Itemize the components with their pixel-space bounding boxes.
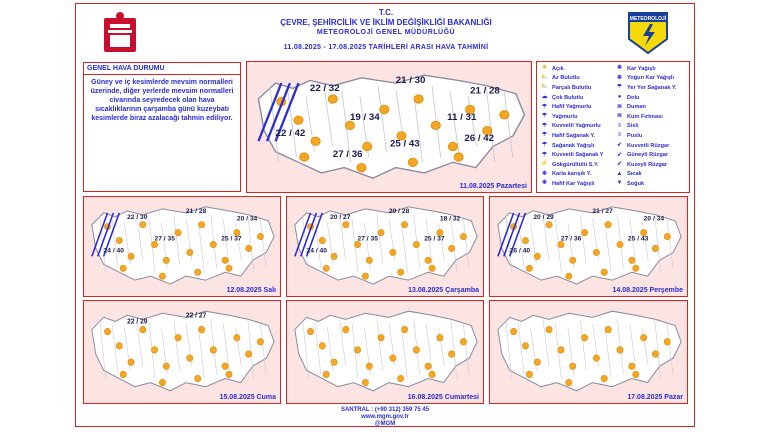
sun-icon <box>425 257 431 263</box>
sun-icon <box>378 334 384 341</box>
legend-label: Karla karışık Y. <box>552 171 592 178</box>
legend-symbol-icon: ☂ <box>541 103 548 110</box>
temperature-label: 21 / 28 <box>185 207 207 215</box>
sun-icon <box>323 265 329 271</box>
sun-icon <box>401 222 407 228</box>
sun-icon <box>366 363 372 370</box>
legend-item <box>615 150 677 160</box>
sun-icon <box>652 351 658 358</box>
sun-icon <box>116 237 122 243</box>
sun-icon <box>617 347 623 354</box>
legend-symbol-icon: ≡ <box>617 132 622 139</box>
header-directorate: METEOROLOJİ GENEL MÜDÜRLÜĞÜ <box>316 29 456 36</box>
sun-icon <box>570 363 576 370</box>
map-outline <box>295 311 477 391</box>
sun-icon <box>366 257 372 263</box>
temperature-label: 20 / 34 <box>643 215 665 223</box>
sun-icon <box>605 222 611 228</box>
legend-label: Hafif Yağmurlu <box>552 104 592 111</box>
legend-symbol-icon: ▼ <box>616 180 623 187</box>
sun-icon <box>429 371 435 378</box>
sun-icon <box>593 249 599 255</box>
sun-icon <box>187 355 193 362</box>
header <box>76 4 694 59</box>
general-weather-text: Güney ve iç kesimlerde mevsim normalleri üzerinde, diğer yerlerde mevsim normalleri civarında seyredecek olan hava sıcaklıklarının çarşamba günü kuzeybatı kesimlerde biraz azalacağı tahmin ediliyor. <box>90 79 234 122</box>
legend-item <box>540 93 604 103</box>
sun-icon <box>198 326 204 333</box>
legend-symbol-icon: ≋ <box>616 103 623 110</box>
sun-icon <box>210 347 216 354</box>
turkey-map <box>84 197 280 296</box>
sun-icon <box>522 343 528 350</box>
legend-label: Sağanak Yağışlı <box>552 142 595 149</box>
legend-symbol-icon: ➶ <box>616 151 623 158</box>
sun-icon <box>104 328 110 335</box>
sun-icon <box>362 379 368 386</box>
temperature-label: 25 / 43 <box>627 235 649 243</box>
legend-symbol-icon: ☂ <box>541 132 548 139</box>
sun-icon <box>566 379 572 386</box>
sun-icon <box>323 371 329 378</box>
sun-icon <box>390 249 396 255</box>
sun-icon <box>328 95 337 103</box>
legend-item <box>615 131 677 141</box>
sun-icon <box>570 257 576 263</box>
sun-icon <box>187 249 193 255</box>
footer <box>76 407 694 428</box>
legend-label: Puslu <box>627 132 643 139</box>
legend-symbol-icon: ❄ <box>616 74 623 81</box>
sun-icon <box>566 273 572 279</box>
legend-item <box>540 160 604 170</box>
main-forecast-map <box>246 61 532 193</box>
legend-symbol-icon: ❄ <box>541 180 548 187</box>
sun-icon <box>354 347 360 354</box>
sun-icon <box>581 334 587 341</box>
sun-icon <box>195 375 201 382</box>
legend-item <box>540 74 604 84</box>
legend-symbol-icon: ❄ <box>616 65 623 72</box>
legend-left-column <box>540 64 604 189</box>
map-outline <box>498 311 681 391</box>
sun-icon <box>128 253 134 259</box>
day-map-5 <box>286 300 484 404</box>
legend-item <box>540 83 604 93</box>
header-title-block <box>196 8 576 53</box>
temperature-label: 24 / 40 <box>103 247 124 255</box>
sun-icon <box>581 229 587 235</box>
legend-symbol-icon: ➶ <box>616 161 623 168</box>
temperature-label: 22 / 29 <box>127 318 148 326</box>
temperature-label: 19 / 34 <box>349 112 380 122</box>
temperature-label: 26 / 42 <box>464 133 495 144</box>
sun-icon <box>222 257 228 263</box>
turkey-map <box>84 301 280 403</box>
header-line-1: T.C. <box>378 8 394 17</box>
sun-icon <box>198 222 204 228</box>
sun-icon <box>319 343 325 350</box>
legend-item <box>615 74 677 84</box>
temperature-label: 27 / 36 <box>560 235 582 243</box>
legend-label: Kuvvetli Yağmurlu <box>552 123 601 130</box>
legend-symbol-icon: ☁ <box>541 94 548 101</box>
temperature-label: 26 / 40 <box>509 247 531 255</box>
forecast-sheet <box>75 3 695 427</box>
legend-label: Yer Yer Sağanak Y. <box>627 84 677 91</box>
temperature-label: 18 / 32 <box>439 215 461 223</box>
sun-icon <box>408 158 417 166</box>
sun-icon <box>345 121 354 129</box>
legend-label: Az Bulutlu <box>552 75 580 82</box>
sun-icon <box>414 95 423 103</box>
legend-label: Duman <box>627 104 646 111</box>
sun-icon <box>448 142 457 150</box>
legend-item <box>540 150 604 160</box>
temperature-label: 27 / 35 <box>357 235 378 243</box>
temperature-label: 11 / 31 <box>447 112 477 122</box>
day-map-date-label: 12.08.2025 Salı <box>226 287 276 294</box>
sun-icon <box>331 253 337 259</box>
legend-symbol-icon: ≡ <box>617 122 622 129</box>
sun-icon <box>398 269 404 275</box>
sun-icon <box>390 355 396 362</box>
legend-symbol-icon: ⛅ <box>540 84 549 91</box>
legend-symbol-icon: ☂ <box>541 122 548 129</box>
sun-icon <box>234 334 240 341</box>
sun-icon <box>343 222 349 228</box>
legend-label: Gökgürültülü S.Y. <box>552 161 599 168</box>
legend-symbol-icon: ● <box>617 94 622 101</box>
legend-symbol-icon: ≋ <box>616 113 623 120</box>
legend-item <box>615 102 677 112</box>
sun-icon <box>151 347 157 354</box>
sun-icon <box>546 326 552 333</box>
legend-item <box>540 64 604 74</box>
temperature-label: 22 / 30 <box>127 213 148 221</box>
legend-label: Hafif Kar Yağışlı <box>552 180 595 187</box>
sun-icon <box>437 334 443 341</box>
temperature-label: 21 / 27 <box>592 207 613 215</box>
sun-icon <box>593 355 599 362</box>
sun-icon <box>460 233 466 239</box>
day-map-6 <box>489 300 688 404</box>
sun-icon <box>429 265 435 271</box>
legend-label: Sisli <box>627 123 639 130</box>
legend-label: Kuvvetli Sağanak Y <box>552 152 604 159</box>
day-map-2 <box>286 196 484 297</box>
temperature-label: 25 / 43 <box>390 138 420 149</box>
day-map-date-label: 17.08.2025 Pazar <box>627 394 683 401</box>
sun-icon <box>413 241 419 247</box>
sun-icon <box>319 237 325 243</box>
legend-label: Çok Bulutlu <box>552 94 584 101</box>
temperature-label: 27 / 36 <box>332 149 363 159</box>
sun-icon <box>362 273 368 279</box>
sun-icon <box>633 265 639 271</box>
sun-icon <box>629 363 635 370</box>
legend-label: Kar Yağışlı <box>627 65 656 72</box>
day-map-date-label: 14.08.2025 Perşembe <box>612 287 683 294</box>
sun-icon <box>343 326 349 333</box>
sun-icon <box>257 233 263 239</box>
legend-label: Sıcak <box>627 171 642 178</box>
sun-icon <box>601 269 607 275</box>
ministry-emblem-icon <box>102 10 138 54</box>
legend-label: Güneyli Rüzgar <box>627 152 669 159</box>
sun-icon <box>357 163 366 171</box>
sun-icon <box>664 339 670 346</box>
legend-item <box>540 170 604 180</box>
legend-item <box>615 160 677 170</box>
legend-item <box>615 122 677 132</box>
day-map-4 <box>83 300 281 404</box>
legend-symbol-icon: ⛅ <box>540 74 549 81</box>
legend-symbol-icon: ☂ <box>541 113 548 120</box>
temperature-label: 25 / 37 <box>424 235 445 243</box>
sun-icon <box>641 334 647 341</box>
footer-website[interactable]: www.mgm.gov.tr <box>361 414 409 420</box>
sun-icon <box>294 116 303 124</box>
sun-icon <box>534 253 540 259</box>
legend-label: Hafif Sağanak Y. <box>552 132 596 139</box>
legend-label: Soğuk <box>627 180 645 187</box>
sun-icon <box>378 229 384 235</box>
legend-label: Dolu <box>627 94 640 101</box>
turkey-map <box>287 197 483 296</box>
sun-icon <box>128 359 134 366</box>
legend-label: Parçalı Bulutlu <box>552 84 592 91</box>
header-date-range: 11.08.2025 - 17.08.2025 TARİHLERİ ARASI HAVA TAHMİNİ <box>283 44 489 51</box>
temperature-label: 22 / 42 <box>275 128 306 138</box>
sun-icon <box>460 339 466 346</box>
sun-icon <box>175 229 181 235</box>
sun-icon <box>331 359 337 366</box>
main-map-date-label: 11.08.2025 Pazartesi <box>459 183 527 190</box>
sun-icon <box>140 222 146 228</box>
day-map-date-label: 13.08.2025 Çarşamba <box>408 287 479 294</box>
legend-right-column <box>615 64 677 189</box>
sun-icon <box>140 326 146 333</box>
legend-item <box>540 179 604 189</box>
temperature-label: 20 / 29 <box>533 213 554 221</box>
sun-icon <box>363 142 372 150</box>
footer-phone: SANTRAL : (+90 312) 359 75 45 <box>340 407 430 413</box>
sun-icon <box>431 121 440 129</box>
sun-icon <box>246 245 252 251</box>
legend-symbol-icon: ⚡ <box>540 161 549 168</box>
legend-symbol-icon: ☂ <box>541 142 548 149</box>
sun-icon <box>526 265 532 271</box>
sun-icon <box>522 237 528 243</box>
temperature-label: 20 / 27 <box>330 213 351 221</box>
sun-icon <box>617 241 623 247</box>
sun-icon <box>398 375 404 382</box>
sun-icon <box>401 326 407 333</box>
sun-icon <box>633 371 639 378</box>
legend-symbol-icon: ☂ <box>541 151 548 158</box>
sun-icon <box>380 105 389 113</box>
sun-icon <box>300 153 309 161</box>
legend-label: Yağmurlu <box>552 113 578 120</box>
temperature-label: 22 / 32 <box>309 83 340 93</box>
turkey-map <box>490 301 687 403</box>
header-ministry: ÇEVRE, ŞEHİRCİLİK VE İKLİM DEĞİŞİKLİĞİ BAKANLIĞI <box>280 18 492 27</box>
sun-icon <box>449 245 455 251</box>
sun-icon <box>500 111 509 119</box>
legend-label: Açık <box>552 65 564 72</box>
temperature-label: 20 / 28 <box>388 207 410 215</box>
legend-item <box>615 141 677 151</box>
turkey-map <box>247 62 532 193</box>
sun-icon <box>120 371 126 378</box>
footer-handle[interactable]: @MGM <box>374 421 396 427</box>
legend-item <box>615 93 677 103</box>
logo-text: METEOROLOJİ <box>629 16 667 22</box>
legend-symbol-icon: ▲ <box>616 170 623 177</box>
sun-icon <box>175 334 181 341</box>
temperature-label: 27 / 35 <box>154 235 175 243</box>
temperature-label: 24 / 40 <box>306 247 327 255</box>
sun-icon <box>413 347 419 354</box>
sun-icon <box>534 359 540 366</box>
legend-item <box>615 179 677 189</box>
legend-label: Kuvvetli Rüzgar <box>627 142 670 149</box>
legend-label: Yoğun Kar Yağışlı <box>627 75 675 82</box>
sun-icon <box>116 343 122 350</box>
temperature-label: 21 / 30 <box>395 75 426 86</box>
sun-icon <box>246 351 252 358</box>
legend-symbol-icon: ☂ <box>616 84 623 91</box>
legend <box>536 61 690 193</box>
sun-icon <box>449 351 455 358</box>
general-weather-title: GENEL HAVA DURUMU <box>84 63 240 75</box>
turkey-map <box>287 301 483 403</box>
legend-symbol-icon: ❄ <box>541 170 548 177</box>
day-map-1 <box>83 196 281 297</box>
sun-icon <box>163 257 169 263</box>
sun-icon <box>526 371 532 378</box>
sun-icon <box>226 265 232 271</box>
legend-item <box>615 112 677 122</box>
sun-icon <box>546 222 552 228</box>
sun-icon <box>210 241 216 247</box>
legend-item <box>540 112 604 122</box>
general-weather-box <box>83 62 241 192</box>
legend-symbol-icon: ☀ <box>541 65 548 72</box>
temperature-label: 21 / 28 <box>470 86 500 96</box>
map-outline <box>92 311 274 391</box>
legend-item <box>540 131 604 141</box>
legend-label: Kum Fırtınası <box>627 113 663 120</box>
mgm-logo-icon <box>626 9 670 55</box>
sun-icon <box>120 265 126 271</box>
temperature-label: 20 / 34 <box>236 215 258 223</box>
sun-icon <box>159 379 165 386</box>
legend-item <box>615 83 677 93</box>
legend-symbol-icon: ➶ <box>616 142 623 149</box>
day-map-3 <box>489 196 688 297</box>
sun-icon <box>601 375 607 382</box>
legend-item <box>615 64 677 74</box>
sun-icon <box>454 153 463 161</box>
sun-icon <box>163 363 169 370</box>
day-map-date-label: 16.08.2025 Cumartesi <box>407 394 479 401</box>
legend-item <box>615 170 677 180</box>
sun-icon <box>425 363 431 370</box>
day-map-date-label: 15.08.2025 Cuma <box>219 394 276 401</box>
sun-icon <box>605 326 611 333</box>
sun-icon <box>307 328 313 335</box>
sun-icon <box>558 347 564 354</box>
legend-item <box>540 122 604 132</box>
legend-item <box>540 102 604 112</box>
sun-icon <box>222 363 228 370</box>
turkey-map <box>490 197 687 296</box>
legend-item <box>540 141 604 151</box>
sun-icon <box>311 137 320 145</box>
sun-icon <box>510 328 516 335</box>
sun-icon <box>226 371 232 378</box>
legend-label: Kuzeyli Rüzgar <box>627 161 668 168</box>
temperature-label: 22 / 27 <box>185 312 207 320</box>
sun-icon <box>652 245 658 251</box>
temperature-label: 25 / 37 <box>221 235 242 243</box>
sun-icon <box>257 339 263 346</box>
sun-icon <box>159 273 165 279</box>
sun-icon <box>195 269 201 275</box>
sun-icon <box>629 257 635 263</box>
sun-icon <box>664 233 670 239</box>
